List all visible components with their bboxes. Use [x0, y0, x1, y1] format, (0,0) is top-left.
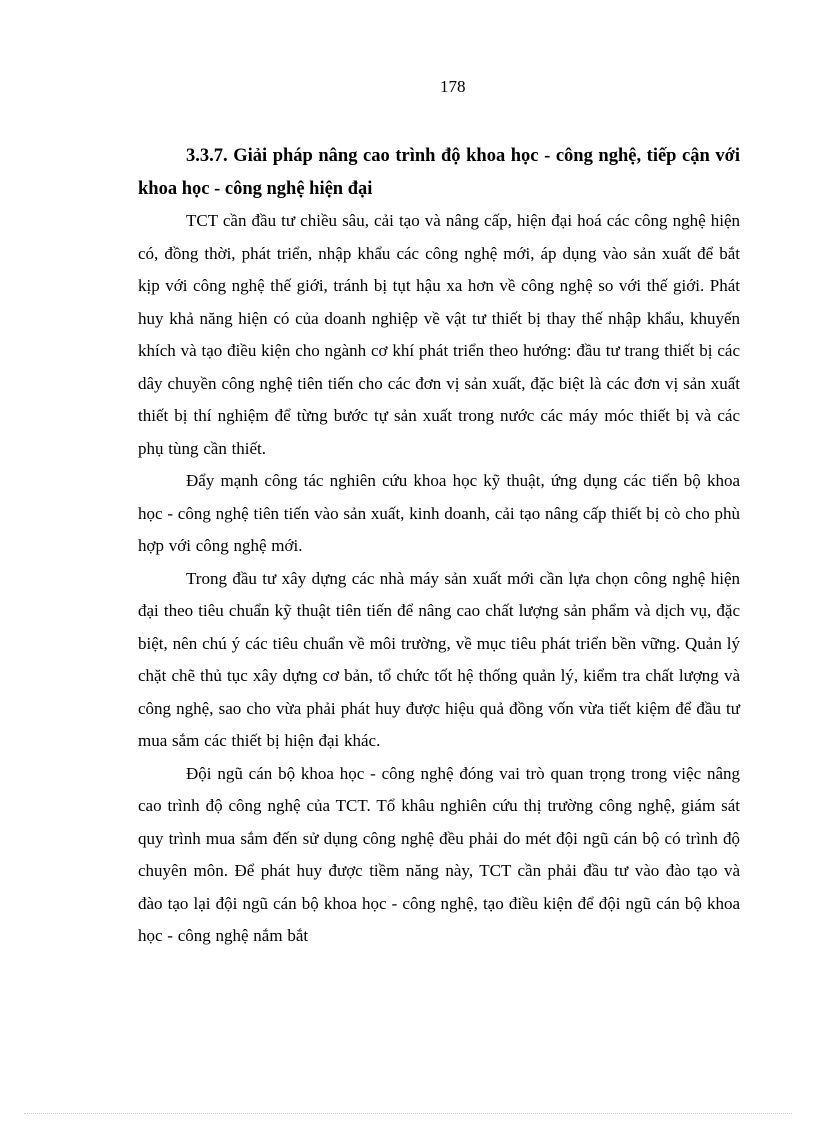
- section-body: [138, 140, 740, 953]
- paragraph: TCT cần đầu tư chiều sâu, cải tạo và nâng cấp, hiện đại hoá các công nghệ hiện có, đồng thời, phát triển, nhập khẩu các công nghệ mới, áp dụng vào sản xuất để bắt kịp với công nghệ thế giới, tránh bị tụt hậu xa hơn về công nghệ so với thế giới. Phát huy khả năng hiện có của doanh nghiệp về vật tư thiết bị thay thế nhập khẩu, khuyến khích và tạo điều kiện cho ngành cơ khí phát triển theo hướng: đầu tư trang thiết bị các dây chuyền công nghệ tiên tiến cho các đơn vị sản xuất, đặc biệt là các đơn vị sản xuất thiết bị thí nghiệm để từng bước tự sản xuất trong nước các máy móc thiết bị và các phụ tùng cần thiết.: [138, 211, 740, 458]
- page-number: [0, 76, 816, 98]
- paragraph: Đẩy mạnh công tác nghiên cứu khoa học kỹ thuật, ứng dụng các tiến bộ khoa học - công nghệ tiên tiến vào sản xuất, kinh doanh, cải tạo nâng cấp thiết bị cò cho phù hợp với công nghệ mới.: [138, 471, 740, 555]
- paragraph: Trong đầu tư xây dựng các nhà máy sản xuất mới cần lựa chọn công nghệ hiện đại theo tiêu chuẩn kỹ thuật tiên tiến để nâng cao chất lượng sản phẩm và dịch vụ, đặc biệt, nên chú ý các tiêu chuẩn về môi trường, về mục tiêu phát triển bền vững. Quản lý chặt chẽ thủ tục xây dựng cơ bản, tổ chức tốt hệ thống quản lý, kiểm tra chất lượng và công nghệ, sao cho vừa phải phát huy được hiệu quả đồng vốn vừa tiết kiệm để đầu tư mua sắm các thiết bị hiện đại khác.: [138, 568, 740, 750]
- section-heading: 3.3.7. Giải pháp nâng cao trình độ khoa học - công nghệ, tiếp cận với khoa học - công nghệ hiện đại: [138, 146, 740, 199]
- page-number-text: 178: [440, 77, 466, 96]
- paragraph: Đội ngũ cán bộ khoa học - công nghệ đóng vai trò quan trọng trong việc nâng cao trình độ công nghệ của TCT. Tổ khâu nghiên cứu thị trường công nghệ, giám sát quy trình mua sắm đến sử dụng công nghệ đều phải do mét đội ngũ cán bộ có trình độ chuyên môn. Để phát huy được tiềm năng này, TCT cần phải đầu tư vào đào tạo và đào tạo lại đội ngũ cán bộ khoa học - công nghệ, tạo điều kiện để đội ngũ cán bộ khoa học - công nghệ nắm bắt: [138, 763, 740, 945]
- page-bottom-divider: [24, 1113, 792, 1114]
